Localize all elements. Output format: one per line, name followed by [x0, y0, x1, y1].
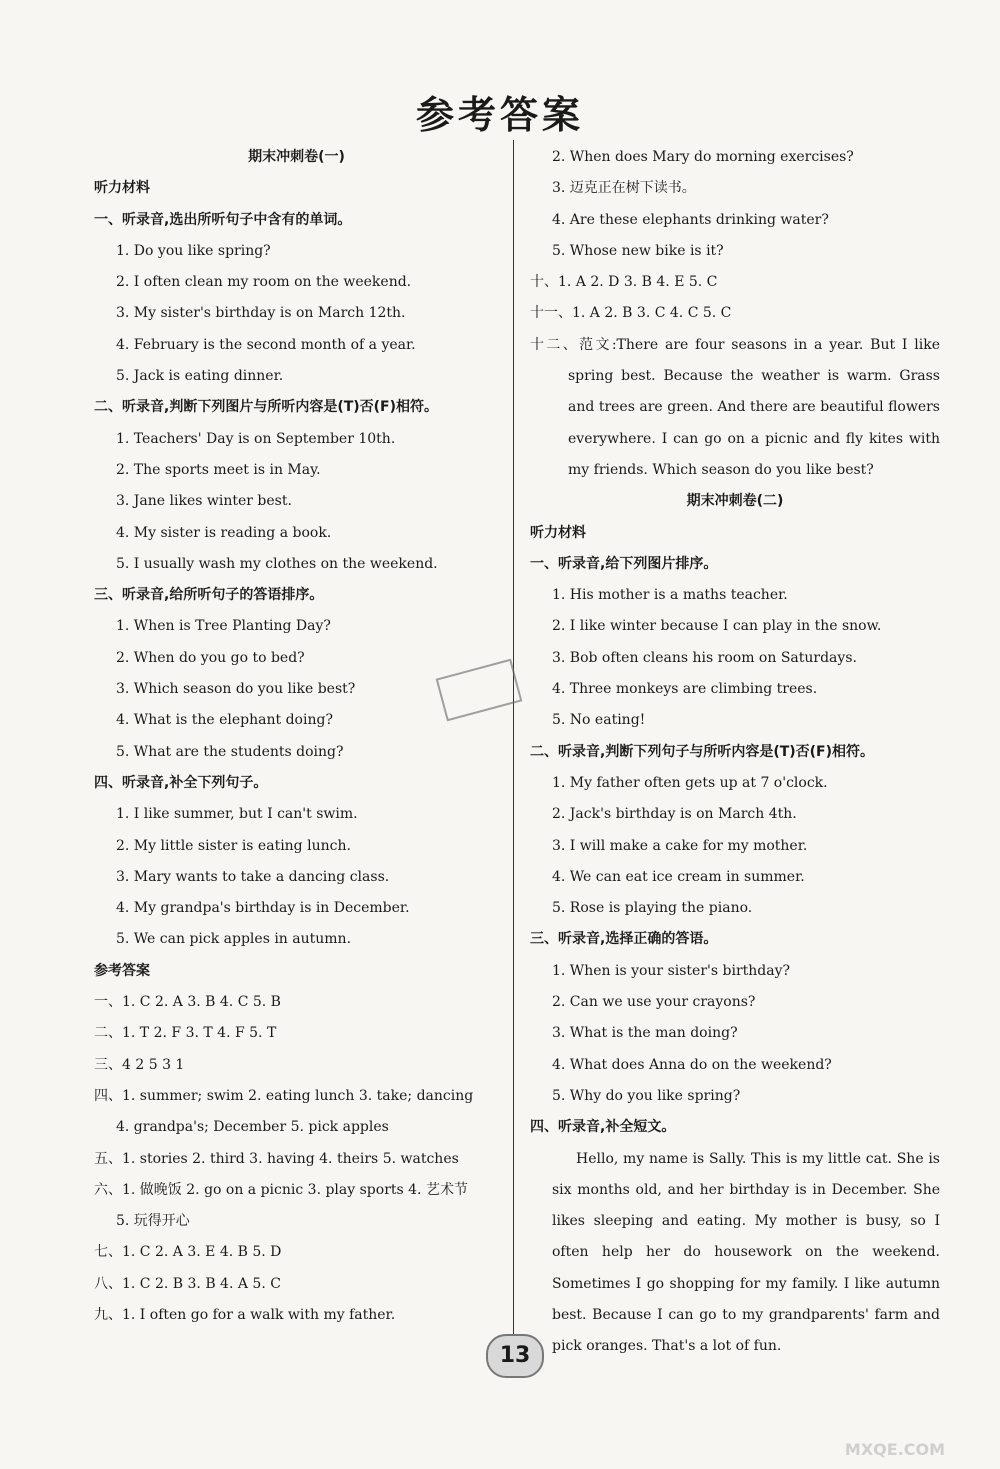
answer-line: 4. grandpa's; December 5. pick apples	[116, 1119, 389, 1136]
question-heading: 一、听录音,选出所听句子中含有的单词。	[94, 211, 352, 228]
list-item: 4. My grandpa's birthday is in December.	[116, 900, 410, 917]
list-item: 3. Which season do you like best?	[116, 681, 356, 698]
list-item: 3. 迈克正在树下读书。	[552, 180, 696, 197]
right-column	[530, 142, 940, 1363]
list-item: 5. Jack is eating dinner.	[116, 368, 284, 385]
answer-line: 一、1. C 2. A 3. B 4. C 5. B	[94, 994, 281, 1011]
answer-line: 二、1. T 2. F 3. T 4. F 5. T	[94, 1025, 277, 1042]
list-item: 4. February is the second month of a year.	[116, 336, 416, 353]
watermark-logo	[800, 1397, 990, 1463]
list-item: 1. Teachers' Day is on September 10th.	[116, 430, 396, 447]
question-heading: 二、听录音,判断下列句子与所听内容是(T)否(F)相符。	[530, 743, 875, 760]
list-item: 3. What is the man doing?	[552, 1025, 738, 1042]
column-divider	[513, 140, 514, 1340]
list-item: 3. Mary wants to take a dancing class.	[116, 868, 390, 885]
answer-line: 5. 玩得开心	[116, 1213, 190, 1230]
list-item: 5. I usually wash my clothes on the weekend.	[116, 555, 438, 572]
page-title: 参考答案	[415, 93, 584, 137]
list-item: 4. What is the elephant doing?	[116, 712, 333, 729]
list-item: 1. His mother is a maths teacher.	[552, 587, 788, 604]
section-title: 期末冲刺卷(二)	[686, 493, 784, 510]
answer-line: 十一、1. A 2. B 3. C 4. C 5. C	[530, 305, 732, 322]
list-item: 3. Bob often cleans his room on Saturdays.	[552, 649, 857, 666]
list-item: 2. The sports meet is in May.	[116, 461, 321, 478]
listening-material-heading: 听力材料	[530, 524, 586, 541]
list-item: 2. Jack's birthday is on March 4th.	[552, 806, 797, 823]
model-essay: 十二、范文:There are four seasons in a year. But I like spring best. Because the weather is warm. Grass and trees are green. And there are beautiful flowers everywhere. I can go on a picnic and fly kites with my friends. Which season do you like best?	[530, 336, 940, 478]
svg-text:MXQE.COM: MXQE.COM	[844, 1440, 946, 1459]
question-heading: 四、听录音,补全短文。	[530, 1119, 676, 1136]
list-item: 5. Whose new bike is it?	[552, 242, 724, 259]
list-item: 2. When do you go to bed?	[116, 649, 305, 666]
list-item: 4. Are these elephants drinking water?	[552, 211, 829, 228]
list-item: 5. Rose is playing the piano.	[552, 900, 753, 917]
list-item: 2. Can we use your crayons?	[552, 994, 756, 1011]
list-item: 4. We can eat ice cream in summer.	[552, 868, 805, 885]
list-item: 4. My sister is reading a book.	[116, 524, 332, 541]
question-heading: 三、听录音,给所听句子的答语排序。	[94, 587, 324, 604]
list-item: 4. Three monkeys are climbing trees.	[552, 681, 818, 698]
list-item: 1. When is your sister's birthday?	[552, 962, 791, 979]
answer-line: 六、1. 做晚饭 2. go on a picnic 3. play sports 4. 艺术节	[94, 1181, 468, 1198]
listening-material-heading: 听力材料	[94, 180, 150, 197]
answers-heading: 参考答案	[94, 962, 150, 979]
list-item: 3. I will make a cake for my mother.	[552, 837, 808, 854]
answer-line: 九、1. I often go for a walk with my father.	[94, 1306, 396, 1323]
question-heading: 三、听录音,选择正确的答语。	[530, 931, 718, 948]
list-item: 5. Why do you like spring?	[552, 1087, 741, 1104]
left-column	[94, 142, 499, 1331]
list-item: 2. When does Mary do morning exercises?	[552, 149, 854, 165]
list-item: 5. What are the students doing?	[116, 743, 344, 760]
list-item: 2. My little sister is eating lunch.	[116, 837, 351, 854]
list-item: 5. No eating!	[552, 712, 646, 729]
list-item: 1. My father often gets up at 7 o'clock.	[552, 774, 828, 791]
list-item: 3. Jane likes winter best.	[116, 493, 292, 510]
list-item: 1. Do you like spring?	[116, 242, 271, 259]
list-item: 1. When is Tree Planting Day?	[116, 618, 331, 635]
answer-line: 四、1. summer; swim 2. eating lunch 3. take; dancing	[94, 1087, 474, 1104]
page-number: 13	[486, 1334, 544, 1378]
question-heading: 二、听录音,判断下列图片与所听内容是(T)否(F)相符。	[94, 399, 439, 416]
answer-line: 十、1. A 2. D 3. B 4. E 5. C	[530, 274, 718, 291]
answer-line: 三、4 2 5 3 1	[94, 1056, 185, 1073]
list-item: 2. I often clean my room on the weekend.	[116, 274, 412, 291]
list-item: 4. What does Anna do on the weekend?	[552, 1056, 832, 1073]
question-heading: 四、听录音,补全下列句子。	[94, 774, 268, 791]
answer-line: 五、1. stories 2. third 3. having 4. theirs 5. watches	[94, 1150, 459, 1167]
story-passage: Hello, my name is Sally. This is my little cat. She is six months old, and her birthday is in December. She likes sleeping and eating. My mother is busy, so I often help her do housework on the weekend. Sometimes I go shopping for my family. I like autumn best. Because I can go to my grandparents' farm and pick oranges. That's a lot of fun.	[552, 1150, 940, 1355]
question-heading: 一、听录音,给下列图片排序。	[530, 555, 718, 572]
section-title: 期末冲刺卷(一)	[248, 149, 345, 165]
list-item: 2. I like winter because I can play in the snow.	[552, 618, 882, 635]
answer-line: 七、1. C 2. A 3. E 4. B 5. D	[94, 1244, 282, 1261]
list-item: 1. I like summer, but I can't swim.	[116, 806, 358, 823]
list-item: 3. My sister's birthday is on March 12th.	[116, 305, 406, 322]
answer-line: 八、1. C 2. B 3. B 4. A 5. C	[94, 1275, 281, 1292]
list-item: 5. We can pick apples in autumn.	[116, 931, 352, 948]
